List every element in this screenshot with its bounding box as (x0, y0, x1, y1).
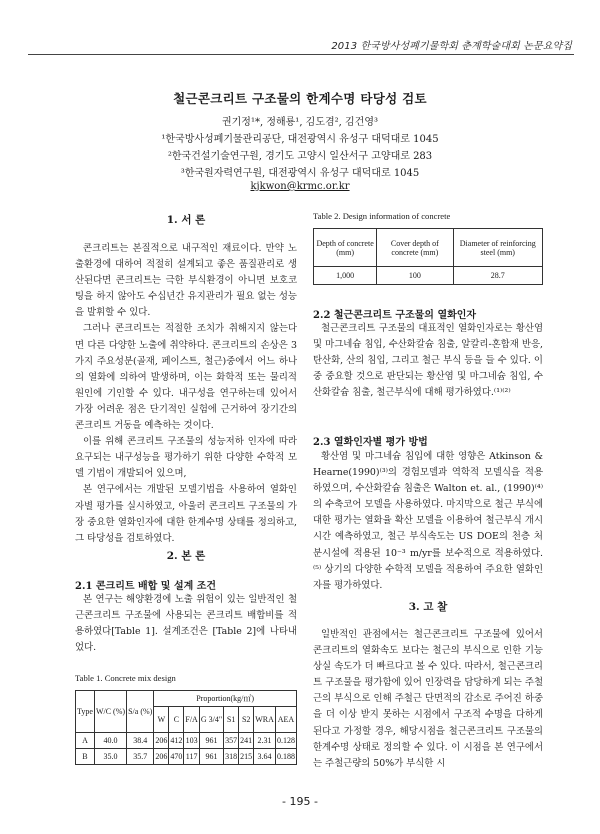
table-header: S2 (239, 707, 254, 733)
subsection-2-1-heading: 2.1 콘크리트 배합 및 설계 조건 (75, 581, 217, 592)
table-cell: 38.4 (127, 733, 154, 749)
page-number: - 195 - (282, 795, 318, 808)
table-cell: 357 (224, 733, 239, 749)
paragraph: 황산염 및 마그네슘 침입에 대한 영향은 Atkinson & Hearne(1990)⁽³⁾의 경험모델과 역학적 모델식을 적용하였으며, 수산화칼슘 침출은 Walton et. al., (1990)⁽⁴⁾의 수축코어 모델을 사용하였다. 마지막으로 철근 부식에 대한 평가는 열화율 확산 모델을 이용하여 철근부식 개시시간 예측하였고, 철근 부식속도는 US DOE의 천층 처분시설에 적용된 10⁻³ m/yr를 보수적으로 적용하였다.⁽⁵⁾ 상기의 다양한 수학적 모델을 적용하여 주요한 열화인자를 평가하였다. (313, 451, 543, 591)
subsection-2-1-text (75, 592, 297, 656)
email[interactable] (0, 181, 600, 192)
table-cell: 0.128 (275, 733, 296, 749)
table-cell: 241 (239, 733, 254, 749)
table-cell: 2.31 (254, 733, 276, 749)
table-cell: 206 (154, 749, 169, 765)
table-1 (75, 690, 297, 765)
table-cell: 215 (239, 749, 254, 765)
section-2-heading: 2. 본 론 (166, 550, 206, 562)
intro-text (75, 241, 297, 547)
table-header: Cover depth of concrete (mm) (377, 229, 453, 267)
table-header: Type (76, 691, 95, 733)
intro-paragraph: 콘크리트는 본질적으로 내구적인 재료이다. 만약 노출환경에 대하여 적절히 설계되고 좋은 품질관리로 생산된다면 콘크리트는 극한 부식환경이 아니면 보호코팅을 하지 않아도 수십년간 유지관리가 필요 없는 성능을 발휘할 수 있다. (75, 243, 297, 319)
affiliation-2: ²한국건설기술연구원, 경기도 고양시 일산서구 고양대로 283 (167, 151, 433, 162)
affiliation-1: ¹한국방사성폐기물관리공단, 대전광역시 유성구 대덕대로 1045 (161, 134, 439, 145)
table-cell: 412 (169, 733, 184, 749)
table-header: F/A (184, 707, 199, 733)
header-rule (28, 54, 574, 55)
table-header: S1 (224, 707, 239, 733)
table-header: W (154, 707, 169, 733)
table-header: G 3/4" (199, 707, 223, 733)
table-2 (313, 228, 543, 285)
section-1-heading: 1. 서 론 (166, 214, 206, 226)
intro-paragraph: 본 연구에서는 개발된 모델기법을 사용하여 열화인자별 평가를 실시하였고, 아울러 콘크리트 구조물의 가장 중요한 열화인자에 대한 한계수명 상태를 정의하고, 그 타당성을 검토하였다. (75, 484, 297, 544)
email-link[interactable]: kjkwon@krmc.or.kr (250, 181, 350, 192)
table-row (76, 749, 297, 765)
table-header: W/C (%) (94, 691, 126, 733)
table-cell: 318 (224, 749, 239, 765)
paragraph: 본 연구는 해양환경에 노출 위험이 있는 일반적인 철근콘크리트 구조물에 사용되는 콘크리트 배합비를 적용하였다[Table 1]. 설계조건은 [Table 2]에 나타내었다. (75, 594, 297, 654)
section-3-heading: 3. 고 찰 (408, 601, 448, 613)
table-row (76, 733, 297, 749)
subsection-2-2-heading: 2.2 철근콘크리트 구조물의 열화인자 (313, 310, 477, 321)
table-cell: 961 (199, 733, 223, 749)
table-cell: 117 (184, 749, 199, 765)
table-cell: 40.0 (94, 733, 126, 749)
affiliation-3: ³한국원자력연구원, 대전광역시 유성구 대덕대로 1045 (180, 168, 420, 179)
table-header: WRA (254, 707, 276, 733)
table-2-caption: Table 2. Design information of concrete (313, 211, 451, 221)
table-1-caption: Table 1. Concrete mix design (75, 673, 176, 683)
table-header: Proportion(kg/㎥) (154, 691, 297, 707)
table-header: C (169, 707, 184, 733)
table-cell: 35.7 (127, 749, 154, 765)
table-cell: 1,000 (314, 267, 377, 285)
table-cell: 103 (184, 733, 199, 749)
paper-title: 철근콘크리트 구조물의 한계수명 타당성 검토 (173, 91, 427, 106)
table-cell: 206 (154, 733, 169, 749)
table-row (314, 267, 543, 285)
subsection-2-2-text (313, 321, 543, 401)
table-cell: 35.0 (94, 749, 126, 765)
table-header: Diameter of reinforcing steel (mm) (453, 229, 542, 267)
subsection-2-3-heading: 2.3 열화인자별 평가 방법 (313, 437, 428, 448)
table-cell: 3.64 (254, 749, 276, 765)
table-cell: 100 (377, 267, 453, 285)
intro-paragraph: 그러나 콘크리트는 적절한 조치가 취해지지 않는다면 다른 다양한 노출에 취약하다. 콘크리트의 손상은 3가지 주요성분(골재, 페이스트, 철근)중에서 어느 하나의 열화에 의하여 발생하며, 이는 화학적 또는 물리적 원인에 기인할 수 있다. 내구성을 연구하는데 있어서 가장 어려운 점은 단기적인 실험에 근거하여 장기간의 콘크리트 거동을 예측하는 것이다. (75, 323, 297, 432)
section-3-text (313, 627, 543, 772)
table-cell: A (76, 733, 95, 749)
table-cell: B (76, 749, 95, 765)
running-header: 2013 한국방사성폐기물학회 춘계학술대회 논문요약집 (331, 41, 572, 52)
authors: 권기정¹*, 정해룡¹, 김도겸², 김건영³ (221, 117, 379, 128)
paragraph: 일반적인 관점에서는 철근콘크리트 구조물에 있어서 콘크리트의 열화속도 보다는 철근의 부식으로 인한 기능상실 속도가 더 빠르다고 볼 수 있다. 따라서, 철근콘크리트 구조물을 평가함에 있어 인장력을 담당하게 되는 주철근의 부식으로 인해 주철근 단면적의 감소로 주어진 하중을 더 이상 받지 못하는 시점에서 구조적 수명을 다하게 된다고 가정할 경우, 해당시점을 철근콘크리트 구조물의 한계수명 상태로 정의할 수 있다. 이 시점을 본 연구에서는 주철근량의 50%가 부식한 시 (313, 629, 543, 769)
table-header: AEA (275, 707, 296, 733)
subsection-2-3-text (313, 449, 543, 594)
table-header: Depth of concrete (mm) (314, 229, 377, 267)
table-cell: 0.188 (275, 749, 296, 765)
table-cell: 961 (199, 749, 223, 765)
intro-paragraph: 이를 위해 콘크리트 구조물의 성능저하 인자에 따라 요구되는 내구성능을 평가하기 위한 다양한 수학적 모델 기법이 개발되어 있으며, (75, 436, 297, 480)
paragraph: 철근콘크리트 구조물의 대표적인 열화인자로는 황산염 및 마그네슘 침입, 수산화칼슘 침출, 알칼리-혼합재 반응, 탄산화, 산의 침입, 그리고 철근 부식 등을 들 수 있다. 이 중 중요할 것으로 판단되는 황산염 및 마그네슘 침입, 수산화칼슘 침출, 철근부식에 대해 평가하였다.⁽¹⁾⁽²⁾ (313, 323, 543, 399)
table-header: S/a (%) (127, 691, 154, 733)
table-cell: 470 (169, 749, 184, 765)
table-cell: 28.7 (453, 267, 542, 285)
